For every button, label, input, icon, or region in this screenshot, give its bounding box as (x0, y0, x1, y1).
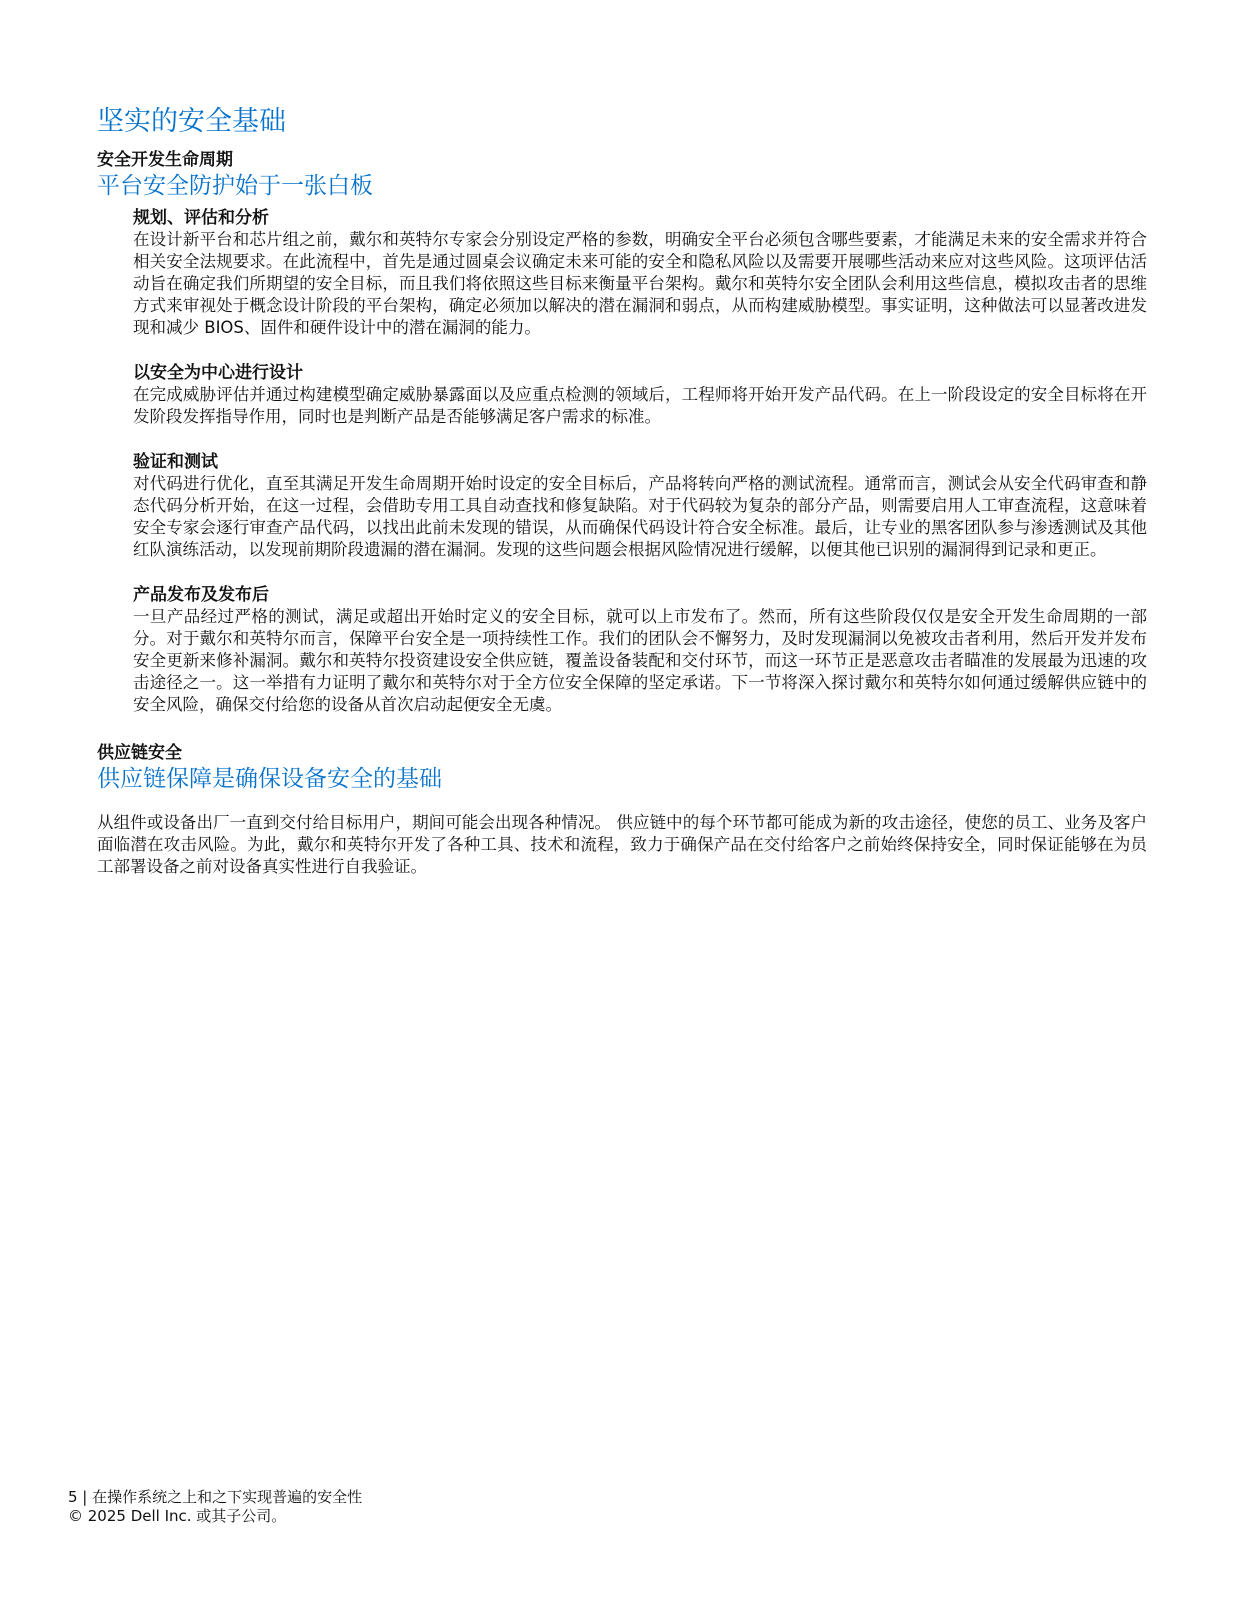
supply-chain-section (97, 742, 1147, 878)
subsection-body: 一旦产品经过严格的测试，满足或超出开始时定义的安全目标，就可以上市发布了。然而，所有这些阶段仅仅是安全开发生命周期的一部分。对于戴尔和英特尔而言，保障平台安全是一项持续性工作。我们的团队会不懈努力，及时发现漏洞以免被攻击者利用，然后开发并发布安全更新来修补漏洞。戴尔和英特尔投资建设安全供应链，覆盖设备装配和交付环节，而这一环节正是恶意攻击者瞄准的发展最为迅速的攻击途径之一。这一举措有力证明了戴尔和英特尔对于全方位安全保障的坚定承诺。下一节将深入探讨戴尔和英特尔如何通过缓解供应链中的安全风险，确保交付给您的设备从首次启动起便安全无虞。 (133, 607, 1147, 714)
sdl-section (97, 149, 1147, 716)
subsection-body: 在设计新平台和芯片组之前，戴尔和英特尔专家会分别设定严格的参数，明确安全平台必须包含哪些要素，才能满足未来的安全需求并符合相关安全法规要求。在此流程中，首先是通过圆桌会议确定未来可能的安全和隐私风险以及需要开展哪些活动来应对这些风险。这项评估活动旨在确定我们所期望的安全目标，而且我们将依照这些目标来衡量平台架构。戴尔和英特尔安全团队会利用这些信息，模拟攻击者的思维方式来审视处于概念设计阶段的平台架构，确定必须加以解决的潜在漏洞和弱点，从而构建威胁模型。事实证明，这种做法可以显著改进发现和减少 BIOS、固件和硬件设计中的潜在漏洞的能力。 (133, 230, 1147, 337)
subsection-heading: 以安全为中心进行设计 (133, 363, 303, 383)
subsection-heading: 规划、评估和分析 (133, 208, 269, 228)
subsection-heading: 验证和测试 (133, 452, 218, 472)
section-label-supply-chain: 供应链安全 (97, 743, 182, 763)
section-subtitle-supply-chain: 供应链保障是确保设备安全的基础 (97, 766, 442, 792)
sdl-subsections (97, 207, 1147, 716)
section-label-sdl: 安全开发生命周期 (97, 150, 233, 170)
subsection-design (133, 362, 1147, 428)
subsection-planning (133, 207, 1147, 339)
footer-copyright: © 2025 Dell Inc. 或其子公司。 (68, 1507, 287, 1525)
supply-chain-body: 从组件或设备出厂一直到交付给目标用户，期间可能会出现各种情况。 供应链中的每个环节都可能成为新的攻击途径，使您的员工、业务及客户面临潜在攻击风险。为此，戴尔和英特尔开发了各种工具、技术和流程，致力于确保产品在交付给客户之前始终保持安全，同时保证能够在为员工部署设备之前对设备真实性进行自我验证。 (97, 813, 1147, 876)
subsection-heading: 产品发布及发布后 (133, 585, 269, 605)
page-footer (68, 1488, 362, 1526)
document-page (97, 104, 1147, 878)
page-title: 坚实的安全基础 (97, 106, 286, 137)
section-subtitle-sdl: 平台安全防护始于一张白板 (97, 173, 373, 199)
subsection-body: 在完成威胁评估并通过构建模型确定威胁暴露面以及应重点检测的领域后，工程师将开始开发产品代码。在上一阶段设定的安全目标将在开发阶段发挥指导作用，同时也是判断产品是否能够满足客户需求的标准。 (133, 385, 1147, 426)
subsection-release (133, 584, 1147, 716)
footer-page-info: 5 | 在操作系统之上和之下实现普遍的安全性 (68, 1488, 363, 1506)
subsection-testing (133, 451, 1147, 561)
subsection-body: 对代码进行优化，直至其满足开发生命周期开始时设定的安全目标后，产品将转向严格的测试流程。通常而言，测试会从安全代码审查和静态代码分析开始，在这一过程，会借助专用工具自动查找和修复缺陷。对于代码较为复杂的部分产品，则需要启用人工审查流程，这意味着安全专家会逐行审查产品代码，以找出此前未发现的错误，从而确保代码设计符合安全标准。最后，让专业的黑客团队参与渗透测试及其他红队演练活动，以发现前期阶段遗漏的潜在漏洞。发现的这些问题会根据风险情况进行缓解，以便其他已识别的漏洞得到记录和更正。 (133, 474, 1147, 559)
